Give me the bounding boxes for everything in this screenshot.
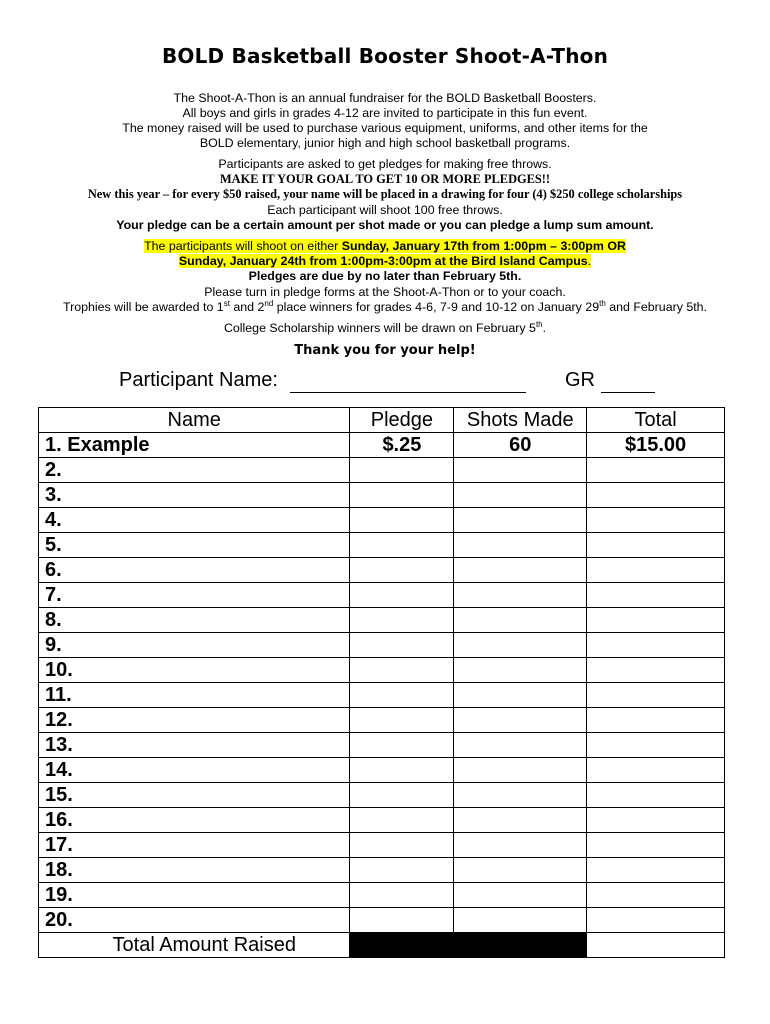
row-shots-cell[interactable] xyxy=(454,858,587,883)
schedule-date-1: Sunday, January 17th from 1:00pm – 3:00pm OR xyxy=(341,239,626,254)
row-shots-cell[interactable] xyxy=(454,608,587,633)
row-total-cell[interactable] xyxy=(587,908,725,933)
participant-name-field[interactable] xyxy=(119,369,526,393)
scholarship-winners-line xyxy=(0,321,770,336)
row-pledge-cell[interactable] xyxy=(350,558,454,583)
row-shots-cell[interactable] xyxy=(454,533,587,558)
thank-you-line: Thank you for your help! xyxy=(294,343,476,358)
scholarship-text: College Scholarship winners will be drawn on February 5 xyxy=(223,321,536,336)
row-total-cell[interactable] xyxy=(587,508,725,533)
row-pledge-cell[interactable] xyxy=(350,908,454,933)
table-row xyxy=(39,433,725,458)
total-row xyxy=(39,933,725,958)
row-pledge-cell[interactable] xyxy=(350,633,454,658)
table-row xyxy=(39,783,725,808)
row-total-cell[interactable] xyxy=(587,808,725,833)
intro-line: All boys and girls in grades 4-12 are invited to participate in this fun event. xyxy=(182,106,588,120)
row-name-cell: 4. xyxy=(39,508,350,533)
row-pledge-cell[interactable] xyxy=(350,833,454,858)
row-name-cell: 2. xyxy=(39,458,350,483)
scholarship-drawing-line: New this year – for every $50 raised, your name will be placed in a drawing for four (4) $250 college scholarships xyxy=(87,187,683,202)
row-total-cell[interactable] xyxy=(587,608,725,633)
schedule-date-2: Sunday, January 24th from 1:00pm-3:00pm at the Bird Island Campus xyxy=(178,254,588,269)
row-name-cell: 7. xyxy=(39,583,350,608)
ordinal-suffix: th xyxy=(599,298,606,308)
row-name-cell: 9. xyxy=(39,633,350,658)
table-row xyxy=(39,758,725,783)
row-name-cell: 12. xyxy=(39,708,350,733)
scholarship-text: . xyxy=(542,321,547,336)
participant-name-label: Participant Name: xyxy=(119,369,278,391)
row-name-cell: 17. xyxy=(39,833,350,858)
row-pledge-cell[interactable]: $.25 xyxy=(350,433,454,458)
trophy-text: Trophies will be awarded to 1 xyxy=(62,299,224,314)
row-pledge-cell[interactable] xyxy=(350,658,454,683)
row-shots-cell[interactable]: 60 xyxy=(454,433,587,458)
table-row xyxy=(39,683,725,708)
row-name-cell: 15. xyxy=(39,783,350,808)
row-total-cell[interactable]: $15.00 xyxy=(587,433,725,458)
table-row xyxy=(39,483,725,508)
row-pledge-cell[interactable] xyxy=(350,758,454,783)
row-shots-cell[interactable] xyxy=(454,483,587,508)
trophy-text: and February 5th. xyxy=(605,299,708,314)
grade-blank[interactable] xyxy=(601,369,655,393)
ordinal-suffix: st xyxy=(223,298,230,308)
table-row xyxy=(39,708,725,733)
row-pledge-cell[interactable] xyxy=(350,708,454,733)
due-date-line: Pledges are due by no later than February 5th. xyxy=(248,269,522,284)
table-header-row xyxy=(39,408,725,433)
participant-name-blank[interactable] xyxy=(290,369,526,393)
row-shots-cell[interactable] xyxy=(454,833,587,858)
ordinal-suffix: nd xyxy=(264,298,274,308)
row-name-cell: 20. xyxy=(39,908,350,933)
table-row xyxy=(39,833,725,858)
trophy-text: and 2 xyxy=(229,299,265,314)
row-name-cell: 16. xyxy=(39,808,350,833)
turn-in-line: Please turn in pledge forms at the Shoot-A-Thon or to your coach. xyxy=(204,284,566,299)
table-row xyxy=(39,858,725,883)
goal-line: MAKE IT YOUR GOAL TO GET 10 OR MORE PLEDGES!! xyxy=(219,172,551,187)
row-total-cell[interactable] xyxy=(587,533,725,558)
pledge-intro-line: Participants are asked to get pledges for making free throws. xyxy=(218,157,552,171)
table-row xyxy=(39,533,725,558)
row-pledge-cell[interactable] xyxy=(350,858,454,883)
instructions-block xyxy=(0,157,770,336)
row-total-cell[interactable] xyxy=(587,658,725,683)
table-row xyxy=(39,733,725,758)
row-shots-cell[interactable] xyxy=(454,583,587,608)
intro-line: The Shoot-A-Thon is an annual fundraiser for the BOLD Basketball Boosters. xyxy=(173,91,597,105)
total-amount-label: Total Amount Raised xyxy=(39,933,350,958)
table-row xyxy=(39,883,725,908)
row-pledge-cell[interactable] xyxy=(350,608,454,633)
table-row xyxy=(39,608,725,633)
table-row xyxy=(39,558,725,583)
row-name-cell: 10. xyxy=(39,658,350,683)
row-pledge-cell[interactable] xyxy=(350,883,454,908)
intro-line: The money raised will be used to purchase various equipment, uniforms, and other items for the xyxy=(122,121,648,135)
page-title: BOLD Basketball Booster Shoot-A-Thon xyxy=(161,44,609,68)
row-total-cell[interactable] xyxy=(587,758,725,783)
row-shots-cell[interactable] xyxy=(454,508,587,533)
row-total-cell[interactable] xyxy=(587,683,725,708)
row-name-cell: 5. xyxy=(39,533,350,558)
table-row xyxy=(39,633,725,658)
row-pledge-cell[interactable] xyxy=(350,533,454,558)
row-total-cell[interactable] xyxy=(587,583,725,608)
column-header-shots-made: Shots Made xyxy=(454,408,587,433)
schedule-line-1 xyxy=(0,239,770,254)
table-row xyxy=(39,658,725,683)
row-total-cell[interactable] xyxy=(587,833,725,858)
row-name-cell: 19. xyxy=(39,883,350,908)
intro-paragraph xyxy=(0,91,770,151)
row-name-cell: 1. Example xyxy=(39,433,350,458)
total-amount-cell[interactable] xyxy=(587,933,725,958)
row-total-cell[interactable] xyxy=(587,783,725,808)
row-pledge-cell[interactable] xyxy=(350,683,454,708)
row-total-cell[interactable] xyxy=(587,733,725,758)
table-row xyxy=(39,458,725,483)
row-shots-cell[interactable] xyxy=(454,883,587,908)
row-total-cell[interactable] xyxy=(587,458,725,483)
intro-line: BOLD elementary, junior high and high school basketball programs. xyxy=(199,136,571,150)
blacked-out-cell xyxy=(350,933,587,958)
table-row xyxy=(39,583,725,608)
row-pledge-cell[interactable] xyxy=(350,483,454,508)
row-name-cell: 6. xyxy=(39,558,350,583)
row-shots-cell[interactable] xyxy=(454,908,587,933)
row-shots-cell[interactable] xyxy=(454,708,587,733)
row-total-cell[interactable] xyxy=(587,483,725,508)
column-header-pledge: Pledge xyxy=(350,408,454,433)
row-name-cell: 8. xyxy=(39,608,350,633)
row-shots-cell[interactable] xyxy=(454,758,587,783)
row-name-cell: 11. xyxy=(39,683,350,708)
row-shots-cell[interactable] xyxy=(454,733,587,758)
trophy-line xyxy=(0,300,770,315)
row-shots-cell[interactable] xyxy=(454,558,587,583)
row-total-cell[interactable] xyxy=(587,633,725,658)
schedule-date-2-end: . xyxy=(587,254,592,269)
row-shots-cell[interactable] xyxy=(454,783,587,808)
schedule-line-2 xyxy=(0,254,770,269)
row-shots-cell[interactable] xyxy=(454,658,587,683)
row-shots-cell[interactable] xyxy=(454,633,587,658)
row-shots-cell[interactable] xyxy=(454,808,587,833)
ordinal-suffix: th xyxy=(535,319,543,329)
trophy-text: place winners for grades 4-6, 7-9 and 10-12 on January 29 xyxy=(273,299,600,314)
row-name-cell: 13. xyxy=(39,733,350,758)
row-name-cell: 14. xyxy=(39,758,350,783)
row-name-cell: 3. xyxy=(39,483,350,508)
shots-line: Each participant will shoot 100 free throws. xyxy=(267,202,503,217)
row-shots-cell[interactable] xyxy=(454,458,587,483)
row-total-cell[interactable] xyxy=(587,708,725,733)
row-pledge-cell[interactable] xyxy=(350,583,454,608)
grade-field[interactable] xyxy=(565,369,655,393)
row-pledge-cell[interactable] xyxy=(350,733,454,758)
row-pledge-cell[interactable] xyxy=(350,508,454,533)
pledge-table xyxy=(38,407,725,958)
grade-label: GR xyxy=(565,369,595,391)
row-name-cell: 18. xyxy=(39,858,350,883)
schedule-lead: The participants will shoot on either xyxy=(144,239,342,254)
row-shots-cell[interactable] xyxy=(454,683,587,708)
table-row xyxy=(39,908,725,933)
row-pledge-cell[interactable] xyxy=(350,808,454,833)
row-total-cell[interactable] xyxy=(587,858,725,883)
row-pledge-cell[interactable] xyxy=(350,783,454,808)
pledge-type-line: Your pledge can be a certain amount per shot made or you can pledge a lump sum amount. xyxy=(116,217,654,232)
row-total-cell[interactable] xyxy=(587,558,725,583)
row-total-cell[interactable] xyxy=(587,883,725,908)
column-header-name: Name xyxy=(39,408,350,433)
row-pledge-cell[interactable] xyxy=(350,458,454,483)
table-row xyxy=(39,508,725,533)
column-header-total: Total xyxy=(587,408,725,433)
table-row xyxy=(39,808,725,833)
